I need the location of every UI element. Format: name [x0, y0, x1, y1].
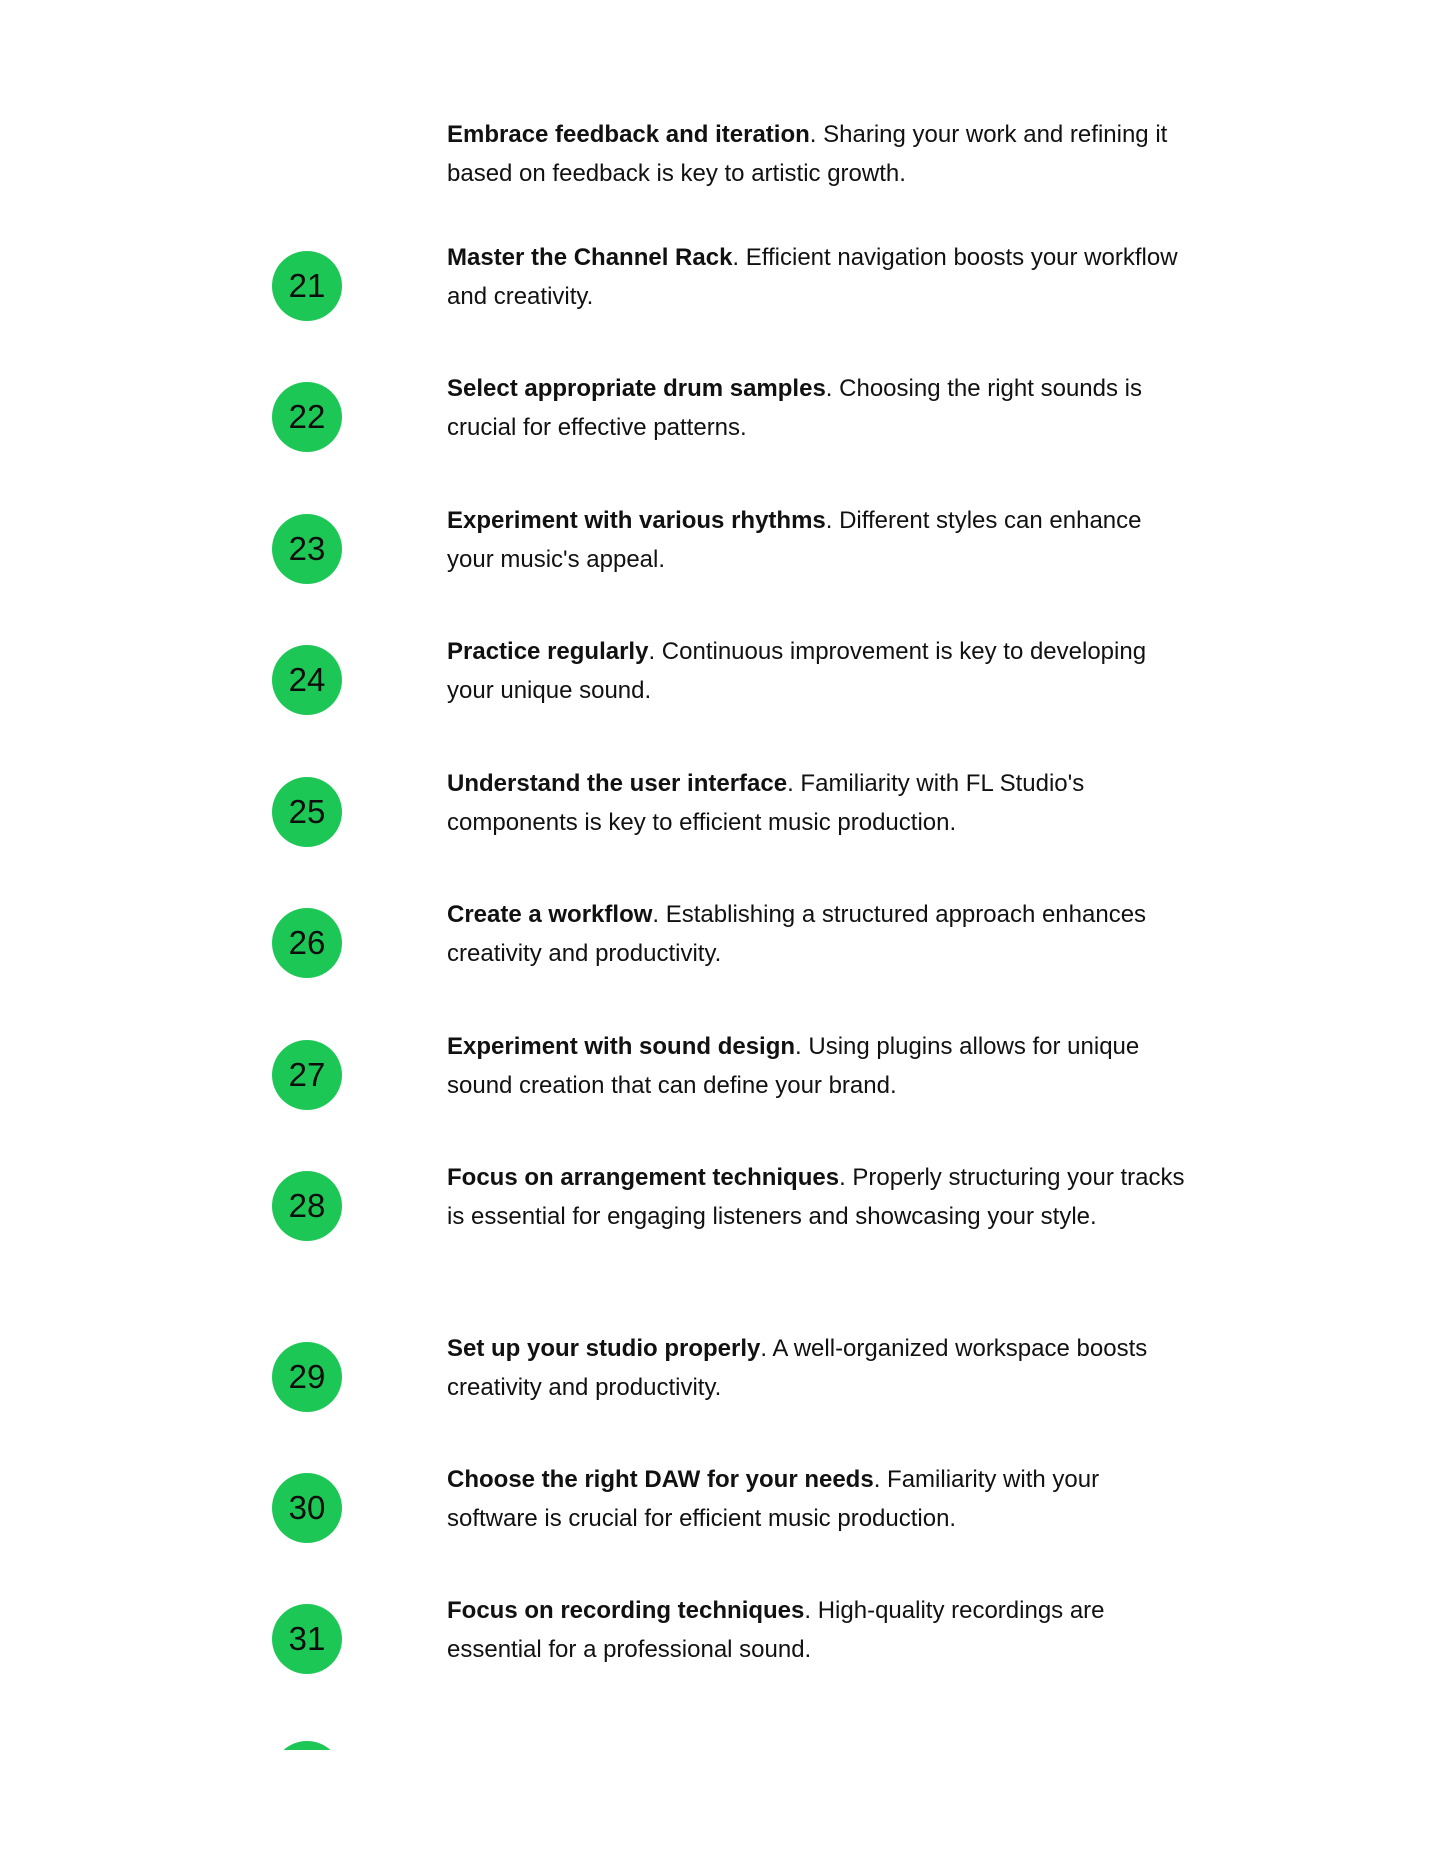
number-badge-label: 27: [288, 1056, 326, 1093]
tip-text: [447, 238, 1192, 316]
tip-title: Practice regularly: [447, 638, 649, 665]
number-badge: [272, 1171, 342, 1241]
tip-title: Select appropriate drum samples: [447, 375, 826, 402]
number-badge: [272, 1604, 342, 1674]
tip-title: Choose the right DAW for your needs: [447, 1466, 874, 1493]
tip-description: . Different styles can enhance your music's appeal.: [447, 507, 1142, 573]
tip-description: . Establishing a structured approach enhances creativity and productivity.: [447, 901, 1147, 967]
tip-description: . High-quality recordings are essential for a professional sound.: [447, 1597, 1105, 1663]
number-badge-label: 23: [288, 530, 326, 567]
tip-title: Embrace feedback and iteration: [447, 121, 810, 148]
tip-text: [447, 115, 1192, 193]
number-badge: [272, 1342, 342, 1412]
tip-text: [447, 1460, 1192, 1538]
tip-title: Set up your studio properly: [447, 1335, 761, 1362]
tip-text: [447, 1027, 1192, 1105]
number-badge-label: 25: [288, 793, 326, 830]
tip-title: Focus on recording techniques: [447, 1597, 805, 1624]
number-badge: [272, 1741, 342, 1750]
number-badge: [272, 251, 342, 321]
number-badge-label: 21: [288, 267, 326, 304]
tip-title: Experiment with sound design: [447, 1033, 796, 1060]
tip-title: Understand the user interface: [447, 770, 788, 797]
number-badge: [272, 1473, 342, 1543]
tip-title: Experiment with various rhythms: [447, 507, 826, 534]
number-badge-clip: [272, 128, 342, 190]
number-badge-label: 30: [288, 1489, 326, 1526]
number-badge: [272, 514, 342, 584]
tip-text: [447, 369, 1192, 447]
number-badge-label: 22: [288, 398, 326, 435]
number-badge: [272, 645, 342, 715]
number-badge-label: 31: [288, 1620, 326, 1657]
tip-description: . Familiarity with your software is crucial for efficient music production.: [447, 1466, 1100, 1532]
tip-text: [447, 632, 1192, 710]
number-badge: [272, 777, 342, 847]
next-number-badge-partial: [272, 1741, 342, 1750]
tip-description: . Continuous improvement is key to developing your unique sound.: [447, 638, 1147, 704]
number-badge-label: 28: [288, 1187, 326, 1224]
number-badge-label: 24: [288, 661, 326, 698]
tip-text: [447, 1158, 1192, 1236]
tip-description: . Efficient navigation boosts your workflow and creativity.: [447, 244, 1178, 310]
number-badge: [272, 1040, 342, 1110]
tip-text: [447, 501, 1192, 579]
tip-title: Focus on arrangement techniques: [447, 1164, 840, 1191]
tip-text: [447, 1591, 1192, 1669]
number-badge: [272, 382, 342, 452]
tip-text: [447, 764, 1192, 842]
tip-description: . A well-organized workspace boosts creativity and productivity.: [447, 1335, 1148, 1401]
number-badge-label: 29: [288, 1358, 326, 1395]
tip-description: . Properly structuring your tracks is essential for engaging listeners and showcasing your style.: [447, 1164, 1185, 1230]
tip-description: . Familiarity with FL Studio's components is key to efficient music production.: [447, 770, 1085, 836]
number-badge-label: 26: [288, 924, 326, 961]
tip-description: . Sharing your work and refining it based on feedback is key to artistic growth.: [447, 121, 1168, 187]
number-badge: [272, 908, 342, 978]
tip-text: [447, 1329, 1192, 1407]
tip-title: Create a workflow: [447, 901, 653, 928]
tip-text: [447, 895, 1192, 973]
tip-title: Master the Channel Rack: [447, 244, 733, 271]
tip-description: . Choosing the right sounds is crucial for effective patterns.: [447, 375, 1142, 441]
tip-description: . Using plugins allows for unique sound creation that can define your brand.: [447, 1033, 1140, 1099]
